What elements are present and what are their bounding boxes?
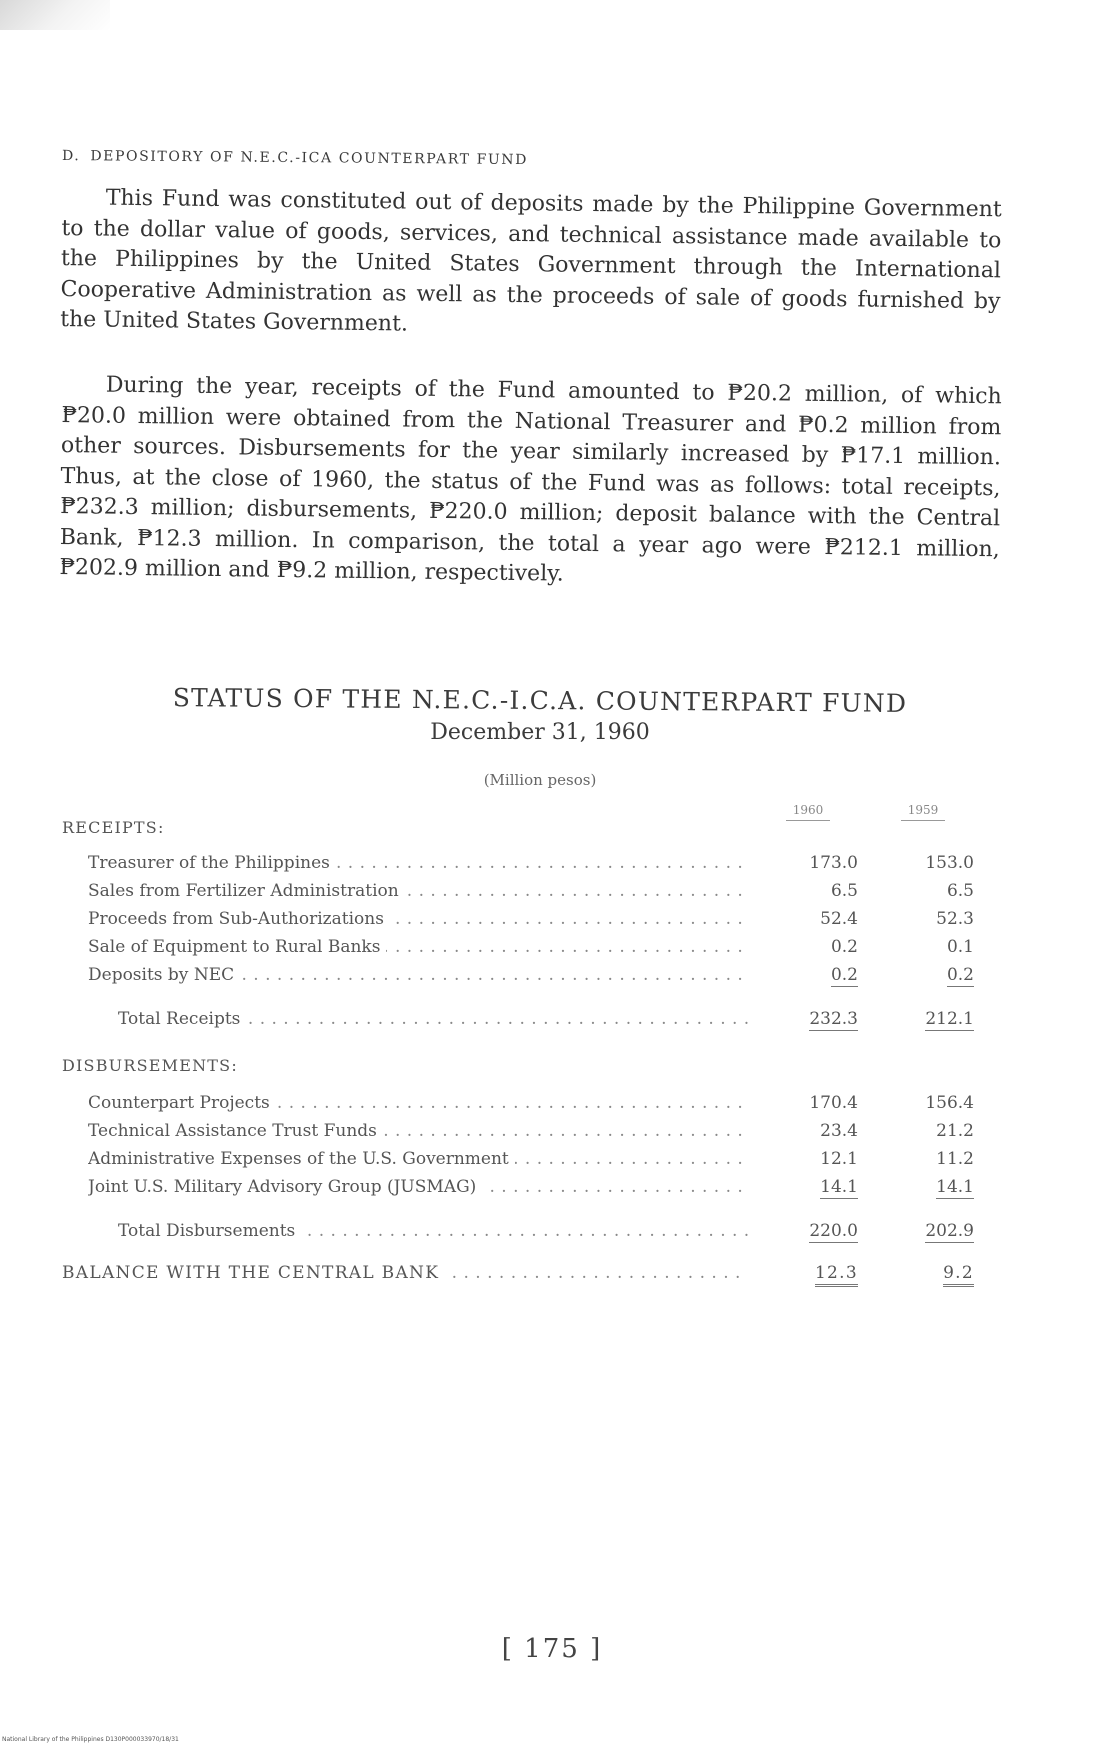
total-disbursements-row (118, 1221, 974, 1247)
receipts-heading: RECEIPTS: (62, 818, 165, 837)
total-receipts-row (118, 1009, 974, 1035)
section-letter: D. (61, 148, 81, 165)
table-title: STATUS OF THE N.E.C.-I.C.A. COUNTERPART FUND (172, 683, 908, 718)
row-label: BALANCE WITH THE CENTRAL BANK (62, 1263, 445, 1283)
value-1960: 14.1 (820, 1177, 858, 1197)
table-row (88, 881, 974, 907)
table-row (88, 1121, 974, 1147)
value-1959: 14.1 (936, 1177, 974, 1197)
table-row (88, 909, 974, 935)
scan-corner-shadow (0, 0, 110, 30)
value-1960: 173.0 (809, 853, 858, 873)
table-row (88, 853, 974, 879)
row-label: Technical Assistance Trust Funds (88, 1121, 383, 1141)
library-footer: National Library of the Philippines D130P000033970/18/31 (2, 1736, 179, 1743)
row-label: Counterpart Projects (88, 1093, 276, 1113)
table-row (88, 1149, 974, 1175)
table-units: (Million pesos) (483, 771, 597, 789)
value-1959: 0.1 (946, 937, 974, 957)
page-number: [ 175 ] (501, 1634, 603, 1664)
row-label: Total Receipts (118, 1009, 246, 1029)
row-label: Total Disbursements (118, 1221, 301, 1241)
value-1959: 52.3 (936, 909, 974, 929)
value-1959: 9.2 (943, 1263, 974, 1287)
value-1959: 6.5 (946, 881, 974, 901)
value-1960: 220.0 (809, 1221, 858, 1241)
section-title: DEPOSITORY OF N.E.C.-ICA COUNTERPART FUND (90, 148, 529, 169)
disbursements-heading: DISBURSEMENTS: (62, 1056, 238, 1075)
value-1959: 156.4 (925, 1093, 974, 1113)
value-1959: 153.0 (925, 853, 974, 873)
column-header-1960: 1960 (773, 803, 843, 821)
value-1960: 23.4 (820, 1121, 858, 1141)
row-label: Deposits by NEC (88, 965, 240, 985)
row-label: Sales from Fertilizer Administration (88, 881, 405, 901)
value-1959: 212.1 (925, 1009, 974, 1029)
value-1960: 0.2 (830, 937, 858, 957)
row-label: Joint U.S. Military Advisory Group (JUSMAG) (88, 1177, 482, 1197)
value-1960: 0.2 (830, 965, 858, 985)
table-row (88, 1177, 974, 1203)
table-row (88, 937, 974, 963)
table-row (88, 1093, 974, 1119)
value-1959: 202.9 (925, 1221, 974, 1241)
value-1960: 52.4 (820, 909, 858, 929)
value-1960: 12.3 (815, 1263, 858, 1287)
row-label: Treasurer of the Philippines (88, 853, 336, 873)
row-label: Administrative Expenses of the U.S. Government (88, 1149, 515, 1169)
table-row (88, 965, 974, 991)
row-label: Sale of Equipment to Rural Banks (88, 937, 386, 957)
value-1960: 232.3 (809, 1009, 858, 1029)
balance-row (62, 1263, 974, 1289)
value-1959: 0.2 (946, 965, 974, 985)
paragraph-year-summary: During the year, receipts of the Fund amounted to ₱20.2 million, of which ₱20.0 million were obtained from the National Treasurer and ₱0.2 million from other sources. Disbursements for the year similarly increased by ₱17.1 million. Thus, at the close of 1960, the status of the Fund was as follows: total receipts, ₱232.3 million; disbursements, ₱220.0 million; deposit balance with the Central Bank, ₱12.3 million. In comparison, the total a year ago were ₱212.1 million, ₱202.9 million and ₱9.2 million, respectively. (59, 372, 1002, 587)
value-1960: 6.5 (830, 881, 858, 901)
section-heading (62, 148, 762, 170)
paragraph-fund-description: This Fund was constituted out of deposits made by the Philippine Government to the dollar value of goods, services, and technical assistance made available to the Philippines by the United States Government through the International Cooperative Administration as well as the proceeds of sale of goods furnished by the United States Government. (60, 185, 1002, 337)
column-header-1959: 1959 (888, 803, 958, 821)
value-1960: 170.4 (809, 1093, 858, 1113)
table-date: December 31, 1960 (430, 720, 650, 745)
value-1960: 12.1 (820, 1149, 858, 1169)
row-label: Proceeds from Sub-Authorizations (88, 909, 390, 929)
value-1959: 11.2 (936, 1149, 974, 1169)
value-1959: 21.2 (936, 1121, 974, 1141)
